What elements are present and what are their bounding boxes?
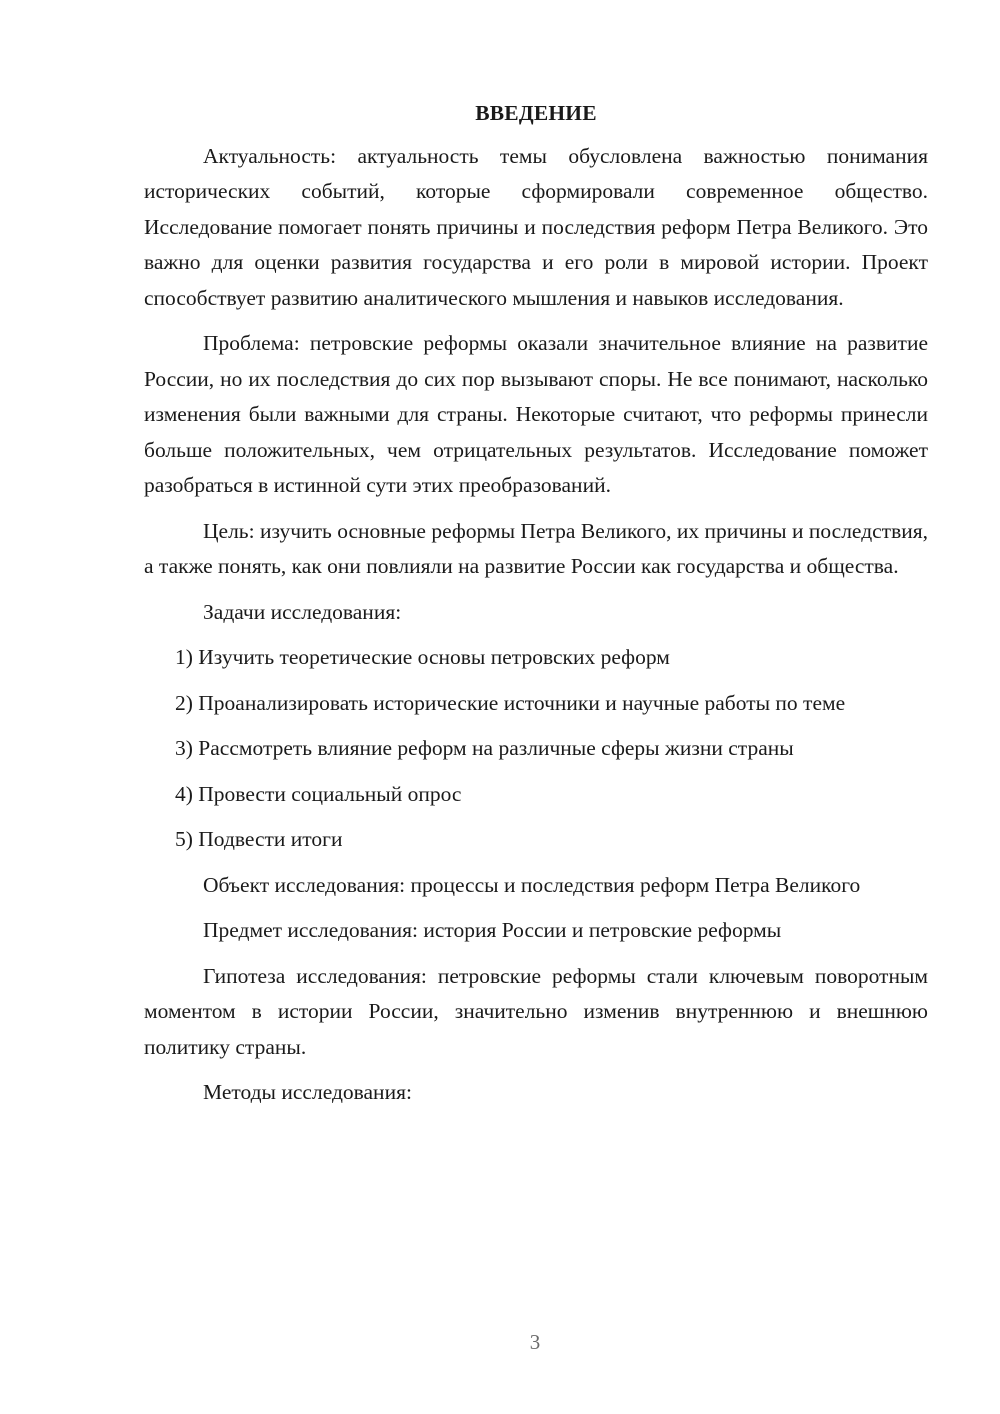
object-paragraph: Объект исследования: процессы и последствия реформ Петра Великого	[203, 872, 861, 897]
tasks-heading: Задачи исследования:	[203, 599, 402, 624]
subject-paragraph: Предмет исследования: история России и петровские реформы	[203, 918, 782, 942]
section-title: ВВЕДЕНИЕ	[475, 101, 597, 125]
methods-paragraph: Методы исследования:	[203, 1080, 412, 1104]
page-number: 3	[529, 1330, 541, 1354]
task-item-5: 5) Подвести итоги	[175, 827, 343, 851]
task-item-4: 4) Провести социальный опрос	[175, 781, 462, 806]
hypothesis-paragraph: Гипотеза исследования: петровские реформы стали ключевым поворотным моментом в истории России, значительно изменив внутреннюю и внешнюю политику страны.	[144, 963, 928, 1059]
relevance-paragraph: Актуальность: актуальность темы обусловлена важностью понимания исторических событий, которые сформировали современное общество. Исследование помогает понять причины и последствия реформ Петра Великого. Это важно для оценки развития государства и его роли в мировой истории. Проект способствует развитию аналитического мышления и навыков исследования.	[144, 143, 928, 310]
task-item-3: 3) Рассмотреть влияние реформ на различные сферы жизни страны	[175, 736, 794, 760]
page-content	[144, 96, 928, 1121]
task-item-1: 1) Изучить теоретические основы петровских реформ	[175, 645, 670, 669]
task-item-2: 2) Проанализировать исторические источники и научные работы по теме	[175, 690, 846, 715]
goal-paragraph: Цель: изучить основные реформы Петра Великого, их причины и последствия, а также понять, как они повлияли на развитие России как государства и общества.	[144, 518, 928, 578]
problem-paragraph: Проблема: петровские реформы оказали значительное влияние на развитие России, но их последствия до сих пор вызывают споры. Не все понимают, насколько изменения были важными для страны. Некоторые считают, что реформы принесли больше положительных, чем отрицательных результатов. Исследование поможет разобраться в истинной сути этих преобразований.	[144, 331, 928, 497]
